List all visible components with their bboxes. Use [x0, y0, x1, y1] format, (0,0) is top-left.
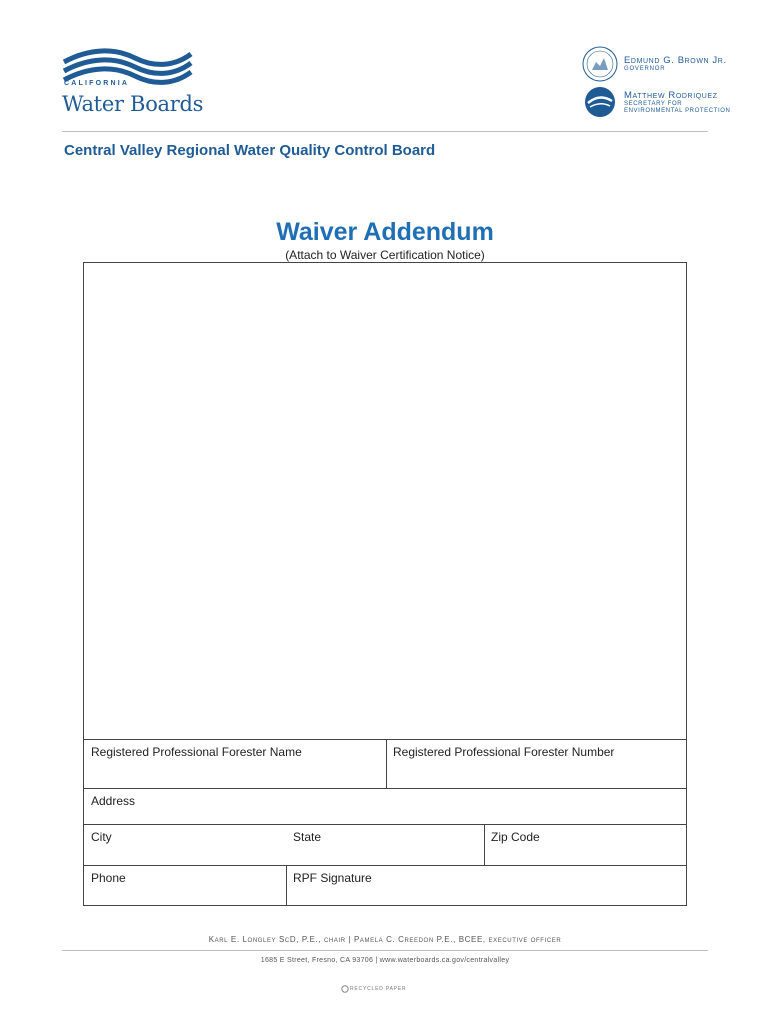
state-field[interactable]: [286, 824, 484, 865]
phone-field[interactable]: [84, 865, 286, 905]
row1-divider: [386, 739, 387, 788]
rpf-signature-label: RPF Signature: [293, 871, 372, 885]
rpf-number-label: Registered Professional Forester Number: [393, 745, 615, 759]
state-label: State: [293, 830, 322, 844]
row4-divider: [286, 865, 287, 905]
rpf-number-field[interactable]: [386, 739, 686, 788]
recycle-icon: [341, 985, 349, 993]
document-title: Waiver Addendum: [276, 218, 494, 246]
recycled-paper-text: RECYCLED PAPER: [350, 986, 407, 992]
secretary-title-line1: SECRETARY FOR: [624, 101, 683, 107]
address-field[interactable]: [84, 788, 686, 824]
governor-name: Edmund G. Brown Jr.: [624, 55, 727, 66]
footer-divider: [62, 950, 708, 951]
board-name: Central Valley Regional Water Quality Control Board: [64, 142, 436, 159]
addendum-text-area[interactable]: [84, 263, 686, 739]
calepa-logo-icon: [582, 86, 618, 118]
rpf-name-label: Registered Professional Forester Name: [91, 745, 302, 759]
footer-officers: Karl E. Longley ScD, P.E., chair | Pamela C. Creedon P.E., BCEE, executive officer: [208, 935, 562, 944]
governor-title: GOVERNOR: [624, 66, 666, 72]
secretary-title-line2: ENVIRONMENTAL PROTECTION: [624, 108, 731, 114]
zip-code-label: Zip Code: [491, 830, 540, 844]
california-seal-icon: [582, 46, 618, 82]
document-subtitle: (Attach to Waiver Certification Notice): [285, 248, 485, 262]
row3-divider-2: [484, 824, 485, 865]
footer-address: 1685 E Street, Fresno, CA 93706 | www.waterboards.ca.gov/centralvalley: [260, 957, 510, 964]
city-label: City: [91, 830, 112, 844]
logo-name-text: Water Boards: [62, 92, 204, 116]
waiver-addendum-form: [83, 262, 687, 906]
phone-label: Phone: [91, 871, 126, 885]
header-divider: [62, 131, 708, 132]
secretary-name: Matthew Rodriquez: [624, 90, 718, 101]
logo-state-text: CALIFORNIA: [64, 80, 130, 87]
address-label: Address: [91, 794, 136, 808]
secretary-title: [624, 101, 730, 115]
rpf-name-field[interactable]: [84, 739, 386, 788]
city-field[interactable]: [84, 824, 286, 865]
zip-code-field[interactable]: [484, 824, 686, 865]
rpf-signature-field[interactable]: [286, 865, 686, 905]
